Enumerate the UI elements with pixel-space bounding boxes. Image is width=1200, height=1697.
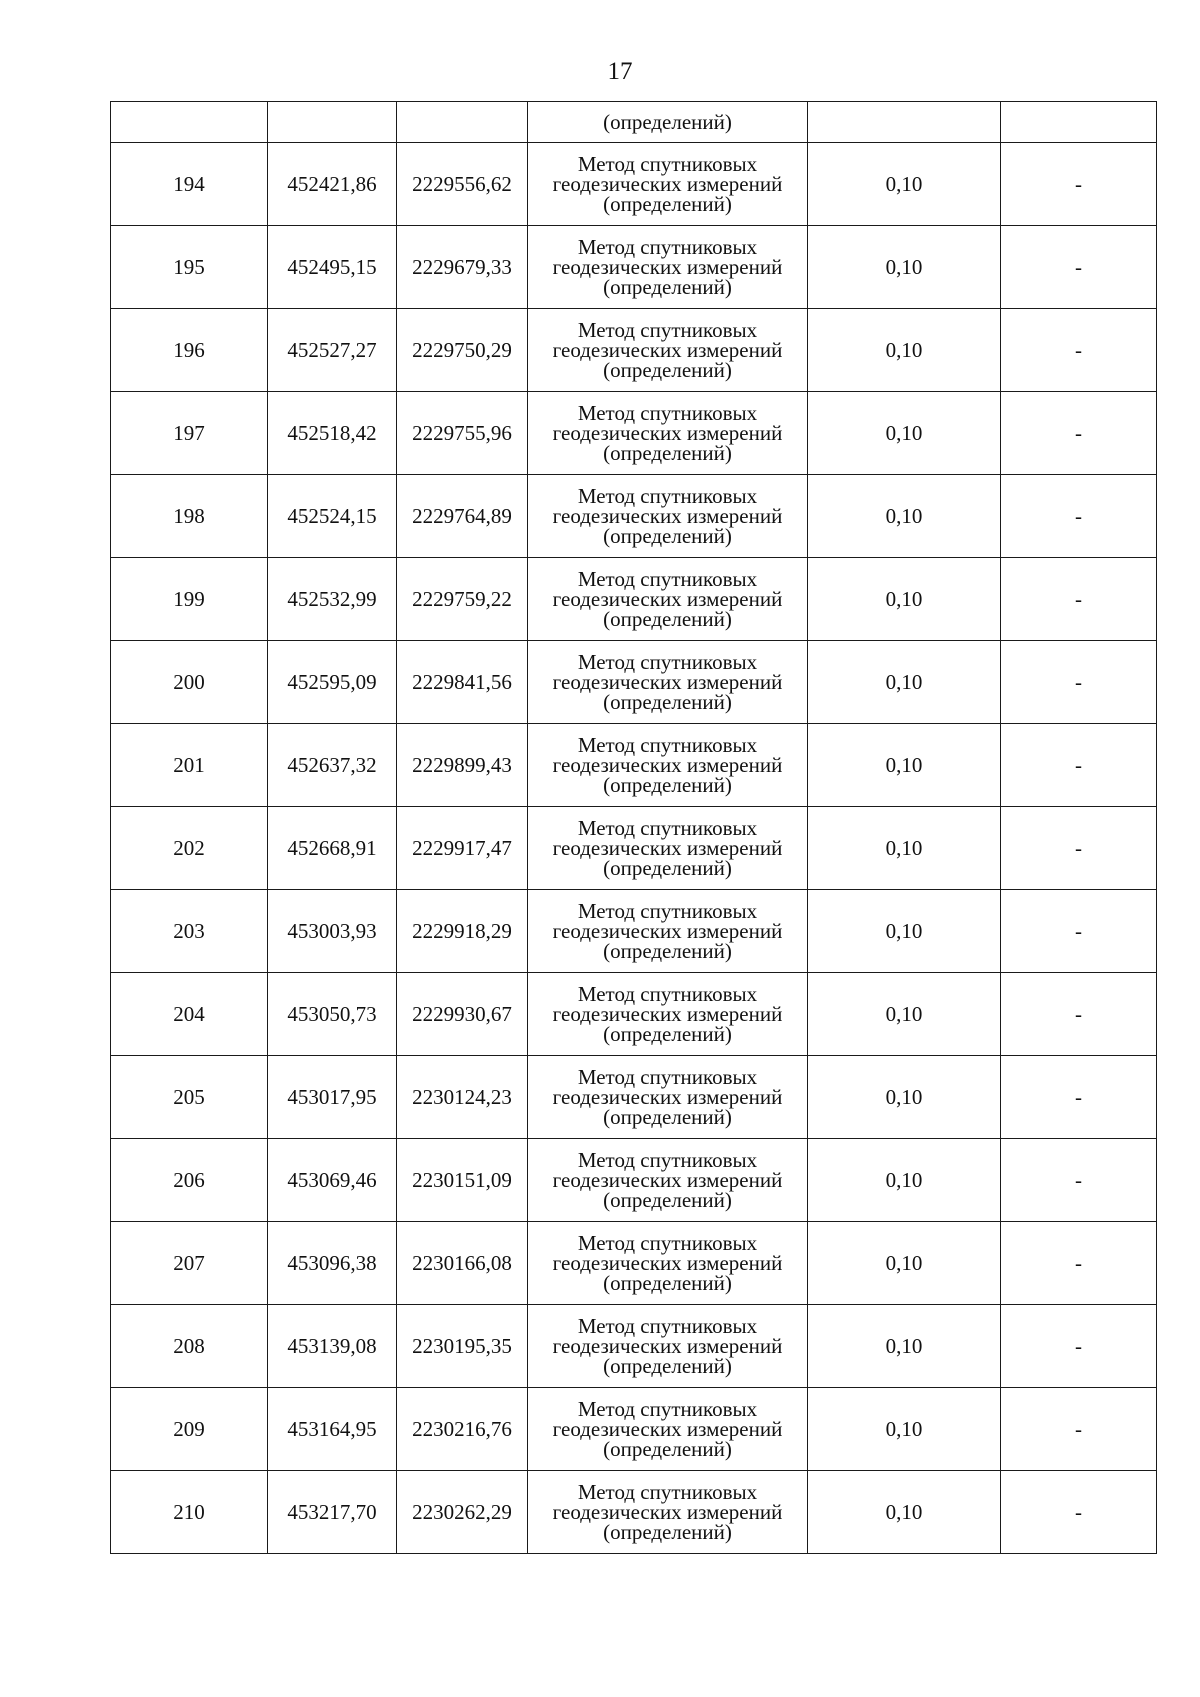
method-line: Метод спутниковых xyxy=(577,982,758,1006)
cell-y: 2230166,08 xyxy=(397,1222,528,1305)
cell-num: 199 xyxy=(111,558,268,641)
cell-method xyxy=(528,1305,808,1388)
cell-accuracy xyxy=(808,102,1001,143)
method-line: геодезических измерений xyxy=(552,421,783,445)
cell-accuracy: 0,10 xyxy=(808,143,1001,226)
method-line: Метод спутниковых xyxy=(577,733,758,757)
cell-y: 2230151,09 xyxy=(397,1139,528,1222)
cell-num xyxy=(111,102,268,143)
method-line: Метод спутниковых xyxy=(577,1314,758,1338)
cell-x: 453164,95 xyxy=(268,1388,397,1471)
cell-x: 453017,95 xyxy=(268,1056,397,1139)
cell-accuracy: 0,10 xyxy=(808,558,1001,641)
cell-note: - xyxy=(1001,724,1157,807)
method-line: (определений) xyxy=(603,1188,732,1212)
method-line: (определений) xyxy=(603,441,732,465)
table-row xyxy=(111,392,1157,475)
cell-num: 205 xyxy=(111,1056,268,1139)
table-body xyxy=(111,102,1157,1554)
cell-accuracy: 0,10 xyxy=(808,641,1001,724)
cell-accuracy: 0,10 xyxy=(808,1305,1001,1388)
cell-num: 201 xyxy=(111,724,268,807)
cell-num: 194 xyxy=(111,143,268,226)
method-line: Метод спутниковых xyxy=(577,816,758,840)
table-row xyxy=(111,807,1157,890)
cell-accuracy: 0,10 xyxy=(808,807,1001,890)
cell-note: - xyxy=(1001,1471,1157,1554)
table-row xyxy=(111,475,1157,558)
table-row xyxy=(111,1471,1157,1554)
cell-note: - xyxy=(1001,1388,1157,1471)
method-line: геодезических измерений xyxy=(552,670,783,694)
cell-y: 2229841,56 xyxy=(397,641,528,724)
cell-accuracy: 0,10 xyxy=(808,1222,1001,1305)
cell-accuracy: 0,10 xyxy=(808,1471,1001,1554)
method-line: Метод спутниковых xyxy=(577,1397,758,1421)
cell-num: 210 xyxy=(111,1471,268,1554)
cell-num: 207 xyxy=(111,1222,268,1305)
method-line: Метод спутниковых xyxy=(577,235,758,259)
cell-method xyxy=(528,1056,808,1139)
coordinates-table xyxy=(110,101,1157,1554)
method-line: геодезических измерений xyxy=(552,172,783,196)
cell-note: - xyxy=(1001,309,1157,392)
method-line: (определений) xyxy=(603,690,732,714)
cell-x: 452527,27 xyxy=(268,309,397,392)
method-line: геодезических измерений xyxy=(552,338,783,362)
cell-y xyxy=(397,102,528,143)
cell-accuracy: 0,10 xyxy=(808,890,1001,973)
cell-x: 453069,46 xyxy=(268,1139,397,1222)
table-row xyxy=(111,1222,1157,1305)
table-row xyxy=(111,143,1157,226)
cell-x: 452421,86 xyxy=(268,143,397,226)
table-row xyxy=(111,890,1157,973)
cell-method xyxy=(528,1139,808,1222)
continuation-row xyxy=(111,102,1157,143)
cell-accuracy: 0,10 xyxy=(808,226,1001,309)
table-row xyxy=(111,973,1157,1056)
cell-y: 2229930,67 xyxy=(397,973,528,1056)
cell-accuracy: 0,10 xyxy=(808,1056,1001,1139)
cell-y: 2229918,29 xyxy=(397,890,528,973)
cell-x: 452524,15 xyxy=(268,475,397,558)
method-line: (определений) xyxy=(603,192,732,216)
cell-x: 453217,70 xyxy=(268,1471,397,1554)
cell-method xyxy=(528,807,808,890)
method-line: геодезических измерений xyxy=(552,255,783,279)
table-row xyxy=(111,1305,1157,1388)
method-line: (определений) xyxy=(603,773,732,797)
method-line: Метод спутниковых xyxy=(577,401,758,425)
cell-num: 204 xyxy=(111,973,268,1056)
cell-method xyxy=(528,475,808,558)
method-line: (определений) xyxy=(603,1022,732,1046)
cell-note xyxy=(1001,102,1157,143)
cell-y: 2229899,43 xyxy=(397,724,528,807)
method-line: геодезических измерений xyxy=(552,1002,783,1026)
method-line: (определений) xyxy=(603,939,732,963)
table-row xyxy=(111,309,1157,392)
method-line: (определений) xyxy=(603,1105,732,1129)
cell-method xyxy=(528,641,808,724)
cell-x: 452518,42 xyxy=(268,392,397,475)
cell-x: 452495,15 xyxy=(268,226,397,309)
method-line: Метод спутниковых xyxy=(577,1231,758,1255)
table-row xyxy=(111,1139,1157,1222)
method-line: (определений) xyxy=(603,275,732,299)
table-row xyxy=(111,558,1157,641)
cell-y: 2229679,33 xyxy=(397,226,528,309)
cell-note: - xyxy=(1001,558,1157,641)
page-number: 17 xyxy=(607,58,633,85)
cell-num: 203 xyxy=(111,890,268,973)
cell-x: 453096,38 xyxy=(268,1222,397,1305)
method-line: Метод спутниковых xyxy=(577,567,758,591)
cell-note: - xyxy=(1001,1222,1157,1305)
cell-note: - xyxy=(1001,807,1157,890)
method-line: геодезических измерений xyxy=(552,1334,783,1358)
cell-y: 2229556,62 xyxy=(397,143,528,226)
method-line: геодезических измерений xyxy=(552,1500,783,1524)
cell-y: 2229750,29 xyxy=(397,309,528,392)
cell-accuracy: 0,10 xyxy=(808,1139,1001,1222)
cell-method xyxy=(528,226,808,309)
cell-num: 195 xyxy=(111,226,268,309)
method-line: Метод спутниковых xyxy=(577,1480,758,1504)
cell-note: - xyxy=(1001,226,1157,309)
cell-num: 209 xyxy=(111,1388,268,1471)
cell-y: 2230262,29 xyxy=(397,1471,528,1554)
cell-note: - xyxy=(1001,475,1157,558)
cell-num: 197 xyxy=(111,392,268,475)
cell-note: - xyxy=(1001,890,1157,973)
cell-y: 2229755,96 xyxy=(397,392,528,475)
method-line: Метод спутниковых xyxy=(577,899,758,923)
cell-num: 202 xyxy=(111,807,268,890)
method-line: Метод спутниковых xyxy=(577,1065,758,1089)
cell-method xyxy=(528,309,808,392)
method-line: (определений) xyxy=(603,607,732,631)
cell-method xyxy=(528,392,808,475)
method-line: Метод спутниковых xyxy=(577,152,758,176)
method-line: геодезических измерений xyxy=(552,753,783,777)
method-line: геодезических измерений xyxy=(552,1417,783,1441)
method-line: геодезических измерений xyxy=(552,1085,783,1109)
cell-note: - xyxy=(1001,1305,1157,1388)
cell-note: - xyxy=(1001,641,1157,724)
method-line: геодезических измерений xyxy=(552,919,783,943)
method-line: (определений) xyxy=(603,1437,732,1461)
cell-note: - xyxy=(1001,143,1157,226)
cell-x: 453003,93 xyxy=(268,890,397,973)
cell-x: 453050,73 xyxy=(268,973,397,1056)
method-line: (определений) xyxy=(603,1354,732,1378)
table-row xyxy=(111,724,1157,807)
cell-method xyxy=(528,1388,808,1471)
cell-accuracy: 0,10 xyxy=(808,392,1001,475)
method-line: Метод спутниковых xyxy=(577,1148,758,1172)
method-line: (определений) xyxy=(603,524,732,548)
cell-note: - xyxy=(1001,1139,1157,1222)
method-line: Метод спутниковых xyxy=(577,650,758,674)
method-line: Метод спутниковых xyxy=(577,484,758,508)
table-row xyxy=(111,226,1157,309)
cell-num: 196 xyxy=(111,309,268,392)
cell-method xyxy=(528,973,808,1056)
cell-method xyxy=(528,1471,808,1554)
method-line: геодезических измерений xyxy=(552,504,783,528)
cell-method xyxy=(528,143,808,226)
cell-num: 206 xyxy=(111,1139,268,1222)
cell-num: 208 xyxy=(111,1305,268,1388)
cell-num: 200 xyxy=(111,641,268,724)
cell-y: 2230195,35 xyxy=(397,1305,528,1388)
cell-num: 198 xyxy=(111,475,268,558)
cell-accuracy: 0,10 xyxy=(808,475,1001,558)
cell-method xyxy=(528,558,808,641)
method-line: геодезических измерений xyxy=(552,587,783,611)
method-line: геодезических измерений xyxy=(552,1168,783,1192)
method-line: (определений) xyxy=(603,358,732,382)
cell-note: - xyxy=(1001,392,1157,475)
cell-accuracy: 0,10 xyxy=(808,309,1001,392)
cell-x: 452532,99 xyxy=(268,558,397,641)
cell-y: 2229759,22 xyxy=(397,558,528,641)
cell-note: - xyxy=(1001,973,1157,1056)
method-line: (определений) xyxy=(603,856,732,880)
cell-accuracy: 0,10 xyxy=(808,724,1001,807)
table-row xyxy=(111,1056,1157,1139)
cell-y: 2229764,89 xyxy=(397,475,528,558)
method-line: (определений) xyxy=(603,1520,732,1544)
cell-method xyxy=(528,890,808,973)
table-row xyxy=(111,641,1157,724)
cell-y: 2230216,76 xyxy=(397,1388,528,1471)
method-line: геодезических измерений xyxy=(552,1251,783,1275)
method-line: Метод спутниковых xyxy=(577,318,758,342)
method-line: геодезических измерений xyxy=(552,836,783,860)
cell-x: 453139,08 xyxy=(268,1305,397,1388)
cell-x: 452637,32 xyxy=(268,724,397,807)
cell-method: (определений) xyxy=(528,102,808,143)
cell-method xyxy=(528,1222,808,1305)
cell-y: 2229917,47 xyxy=(397,807,528,890)
cell-accuracy: 0,10 xyxy=(808,973,1001,1056)
table-row xyxy=(111,1388,1157,1471)
cell-x: 452668,91 xyxy=(268,807,397,890)
cell-y: 2230124,23 xyxy=(397,1056,528,1139)
method-line: (определений) xyxy=(603,1271,732,1295)
cell-x: 452595,09 xyxy=(268,641,397,724)
cell-note: - xyxy=(1001,1056,1157,1139)
cell-accuracy: 0,10 xyxy=(808,1388,1001,1471)
cell-method xyxy=(528,724,808,807)
cell-x xyxy=(268,102,397,143)
